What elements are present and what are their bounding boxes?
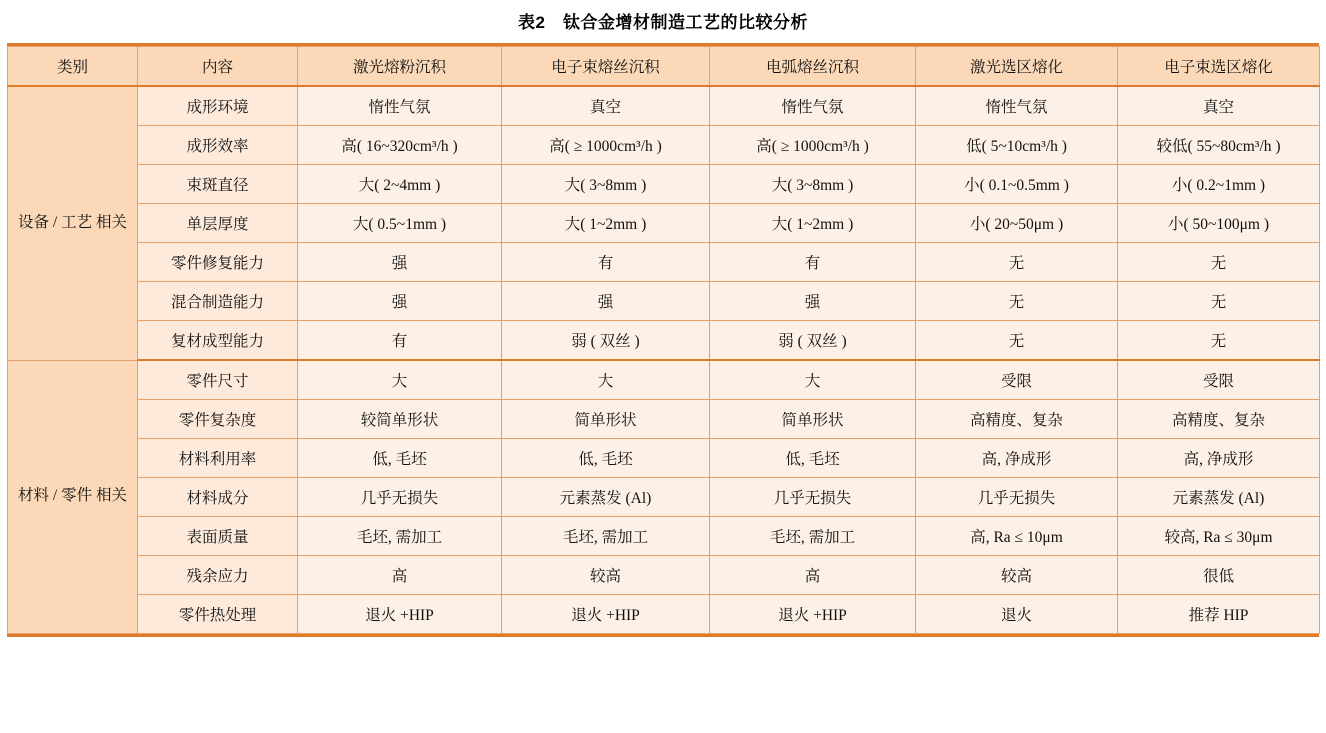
cell-value: 弱 ( 双丝 )	[502, 321, 710, 361]
table-row	[8, 360, 1320, 400]
cell-value: 弱 ( 双丝 )	[710, 321, 916, 361]
cell-value: 推荐 HIP	[1118, 595, 1320, 634]
cell-value: 高	[710, 556, 916, 595]
cell-value: 高, 净成形	[1118, 439, 1320, 478]
cell-value: 元素蒸发 (Al)	[502, 478, 710, 517]
cell-value: 无	[1118, 243, 1320, 282]
cell-value: 小( 20~50μm )	[916, 204, 1118, 243]
table-row	[8, 282, 1320, 321]
cell-value: 无	[916, 282, 1118, 321]
cell-value: 低, 毛坯	[298, 439, 502, 478]
cell-value: 惰性气氛	[298, 86, 502, 126]
row-label: 材料成分	[138, 478, 298, 517]
cell-value: 强	[298, 282, 502, 321]
header-row	[8, 47, 1320, 87]
cell-value: 大( 0.5~1mm )	[298, 204, 502, 243]
cell-value: 简单形状	[502, 400, 710, 439]
table-row	[8, 243, 1320, 282]
cell-value: 较高	[916, 556, 1118, 595]
table-row	[8, 517, 1320, 556]
table-row	[8, 478, 1320, 517]
row-label: 束斑直径	[138, 165, 298, 204]
cell-value: 高, 净成形	[916, 439, 1118, 478]
row-label: 单层厚度	[138, 204, 298, 243]
cell-value: 大( 3~8mm )	[502, 165, 710, 204]
cell-value: 毛坯, 需加工	[502, 517, 710, 556]
column-header-content: 内容	[138, 47, 298, 87]
cell-value: 大	[298, 360, 502, 400]
cell-value: 较高, Ra ≤ 30μm	[1118, 517, 1320, 556]
cell-value: 大( 2~4mm )	[298, 165, 502, 204]
cell-value: 毛坯, 需加工	[710, 517, 916, 556]
cell-value: 高( ≥ 1000cm³/h )	[710, 126, 916, 165]
cell-value: 较高	[502, 556, 710, 595]
cell-value: 退火 +HIP	[502, 595, 710, 634]
table-row	[8, 86, 1320, 126]
cell-value: 大( 1~2mm )	[502, 204, 710, 243]
table-row	[8, 321, 1320, 361]
cell-value: 较简单形状	[298, 400, 502, 439]
cell-value: 高( ≥ 1000cm³/h )	[502, 126, 710, 165]
table-row	[8, 400, 1320, 439]
cell-value: 大	[710, 360, 916, 400]
table-body	[8, 86, 1320, 634]
cell-value: 有	[710, 243, 916, 282]
category-cell-material: 材料 / 零件 相关	[8, 360, 138, 634]
column-header-category: 类别	[8, 47, 138, 87]
cell-value: 无	[916, 243, 1118, 282]
cell-value: 大( 1~2mm )	[710, 204, 916, 243]
row-label: 表面质量	[138, 517, 298, 556]
cell-value: 高	[298, 556, 502, 595]
row-label: 零件修复能力	[138, 243, 298, 282]
column-header-ebwd: 电子束熔丝沉积	[502, 47, 710, 87]
cell-value: 毛坯, 需加工	[298, 517, 502, 556]
cell-value: 小( 50~100μm )	[1118, 204, 1320, 243]
cell-value: 有	[502, 243, 710, 282]
table-row	[8, 595, 1320, 634]
cell-value: 强	[298, 243, 502, 282]
cell-value: 几乎无损失	[916, 478, 1118, 517]
table-row	[8, 556, 1320, 595]
cell-value: 真空	[502, 86, 710, 126]
table-row	[8, 165, 1320, 204]
table-row	[8, 204, 1320, 243]
cell-value: 无	[1118, 321, 1320, 361]
row-label: 材料利用率	[138, 439, 298, 478]
cell-value: 受限	[916, 360, 1118, 400]
cell-value: 惰性气氛	[916, 86, 1118, 126]
cell-value: 简单形状	[710, 400, 916, 439]
row-label: 残余应力	[138, 556, 298, 595]
cell-value: 小( 0.2~1mm )	[1118, 165, 1320, 204]
row-label: 复材成型能力	[138, 321, 298, 361]
cell-value: 较低( 55~80cm³/h )	[1118, 126, 1320, 165]
row-label: 成形环境	[138, 86, 298, 126]
column-header-slm: 激光选区熔化	[916, 47, 1118, 87]
cell-value: 受限	[1118, 360, 1320, 400]
cell-value: 几乎无损失	[710, 478, 916, 517]
table-row	[8, 439, 1320, 478]
cell-value: 退火 +HIP	[710, 595, 916, 634]
table-header	[8, 47, 1320, 87]
cell-value: 惰性气氛	[710, 86, 916, 126]
cell-value: 几乎无损失	[298, 478, 502, 517]
cell-value: 低, 毛坯	[710, 439, 916, 478]
cell-value: 大( 3~8mm )	[710, 165, 916, 204]
cell-value: 低, 毛坯	[502, 439, 710, 478]
table-row	[8, 126, 1320, 165]
cell-value: 强	[502, 282, 710, 321]
cell-value: 大	[502, 360, 710, 400]
table-container	[7, 43, 1319, 637]
cell-value: 高精度、复杂	[1118, 400, 1320, 439]
cell-value: 无	[1118, 282, 1320, 321]
row-label: 零件复杂度	[138, 400, 298, 439]
row-label: 成形效率	[138, 126, 298, 165]
row-label: 混合制造能力	[138, 282, 298, 321]
cell-value: 高, Ra ≤ 10μm	[916, 517, 1118, 556]
cell-value: 真空	[1118, 86, 1320, 126]
cell-value: 高精度、复杂	[916, 400, 1118, 439]
category-cell-equipment: 设备 / 工艺 相关	[8, 86, 138, 360]
cell-value: 退火	[916, 595, 1118, 634]
cell-value: 很低	[1118, 556, 1320, 595]
cell-value: 小( 0.1~0.5mm )	[916, 165, 1118, 204]
row-label: 零件热处理	[138, 595, 298, 634]
cell-value: 无	[916, 321, 1118, 361]
table-caption: 表2 钛合金增材制造工艺的比较分析	[518, 13, 808, 32]
cell-value: 有	[298, 321, 502, 361]
column-header-waam: 电弧熔丝沉积	[710, 47, 916, 87]
column-header-lpd: 激光熔粉沉积	[298, 47, 502, 87]
column-header-ebsm: 电子束选区熔化	[1118, 47, 1320, 87]
row-label: 零件尺寸	[138, 360, 298, 400]
cell-value: 退火 +HIP	[298, 595, 502, 634]
cell-value: 强	[710, 282, 916, 321]
cell-value: 元素蒸发 (Al)	[1118, 478, 1320, 517]
comparison-table	[7, 46, 1320, 634]
cell-value: 高( 16~320cm³/h )	[298, 126, 502, 165]
cell-value: 低( 5~10cm³/h )	[916, 126, 1118, 165]
